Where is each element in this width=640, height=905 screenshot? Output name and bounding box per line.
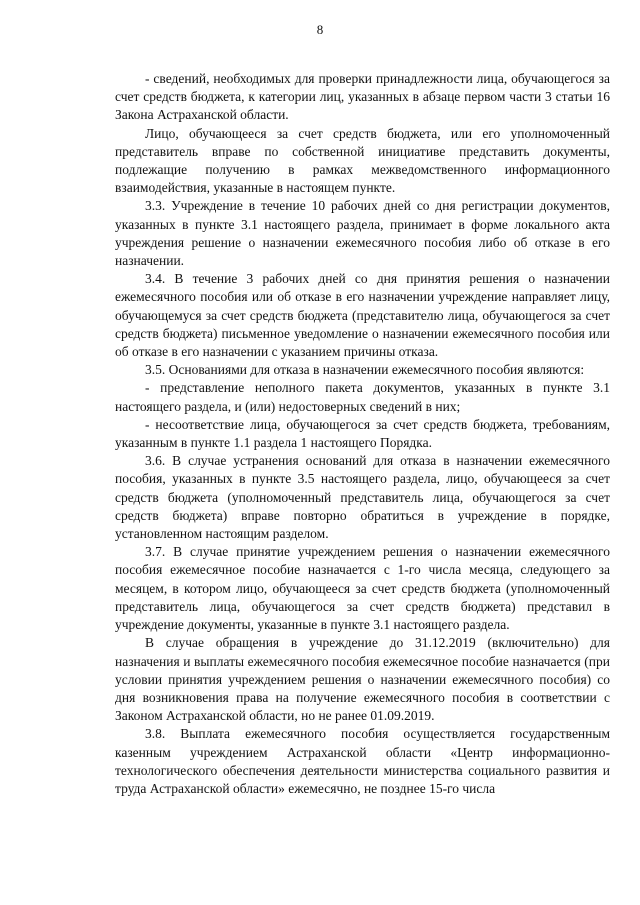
paragraph-info-criteria: - сведений, необходимых для проверки принадлежности лица, обучающегося за счет средств бюджета, к категории лиц, указанных в абзаце первом части 3 статьи 16 Закона Астраханской области. [115, 71, 610, 123]
document-body [115, 70, 610, 798]
paragraph-3-3: 3.3. Учреждение в течение 10 рабочих дней со дня регистрации документов, указанных в пункте 3.1 настоящего раздела, принимает в форме локального акта учреждения решение о назначении ежемесячного пособия либо об отказе в его назначении. [115, 198, 610, 269]
paragraph-appeal-before-2020: В случае обращения в учреждение до 31.12.2019 (включительно) для назначения и выплаты ежемесячного пособия ежемесячное пособие назначается (при условии принятия учреждением решения о назначении ежемесячного пособия) со дня возникновения права на получение ежемесячного пособия в соответствии с Законом Астраханской области, но не ранее 01.09.2019. [115, 635, 610, 724]
paragraph-3-6: 3.6. В случае устранения оснований для отказа в назначении ежемесячного пособия, указанных в пункте 3.5 настоящего раздела, лицо, обучающееся за счет средств бюджета (уполномоченный представитель лица, обучающегося за счет средств бюджета) вправе повторно обратиться в учреждение в порядке, установленном настоящим разделом. [115, 453, 610, 542]
paragraph-3-8: 3.8. Выплата ежемесячного пособия осуществляется государственным казенным учреждением Астраханской области «Центр информационно-технологического обеспечения деятельности министерства социального развития и труда Астраханской области» ежемесячно, не позднее 15-го числа [115, 726, 610, 796]
list-item-incomplete-docs: - представление неполного пакета документов, указанных в пункте 3.1 настоящего раздела, и (или) недостоверных сведений в них; [115, 380, 610, 414]
list-item-nonconformity: - несоответствие лица, обучающегося за счет средств бюджета, требованиям, указанным в пункте 1.1 раздела 1 настоящего Порядка. [115, 416, 610, 451]
paragraph-3-7: 3.7. В случае принятие учреждением решения о назначении ежемесячного пособия ежемесячное пособие назначается с 1-го числа месяца, следующего за месяцем, в котором лицо, обучающееся за счет средств бюджета (уполномоченный представитель лица, обучающегося за счет средств бюджета) представил в учреждение документы, указанные в пункте 3.1 настоящего раздела. [115, 544, 610, 633]
paragraph-own-initiative: Лицо, обучающееся за счет средств бюджета, или его уполномоченный представитель вправе по собственной инициативе представить документы, подлежащие получению в рамках межведомственного информационного взаимодействия, указанные в настоящем пункте. [115, 125, 610, 196]
paragraph-3-4: 3.4. В течение 3 рабочих дней со дня принятия решения о назначении ежемесячного пособия или об отказе в его назначении учреждение направляет лицу, обучающемуся за счет средств бюджета (представителю лица, обучающегося за счет средств бюджета) письменное уведомление о назначении ежемесячного пособия или об отказе в его назначении с указанием причины отказа. [115, 271, 610, 360]
paragraph-3-5: 3.5. Основаниями для отказа в назначении ежемесячного пособия являются: [145, 362, 585, 378]
page-number: 8 [316, 22, 324, 37]
